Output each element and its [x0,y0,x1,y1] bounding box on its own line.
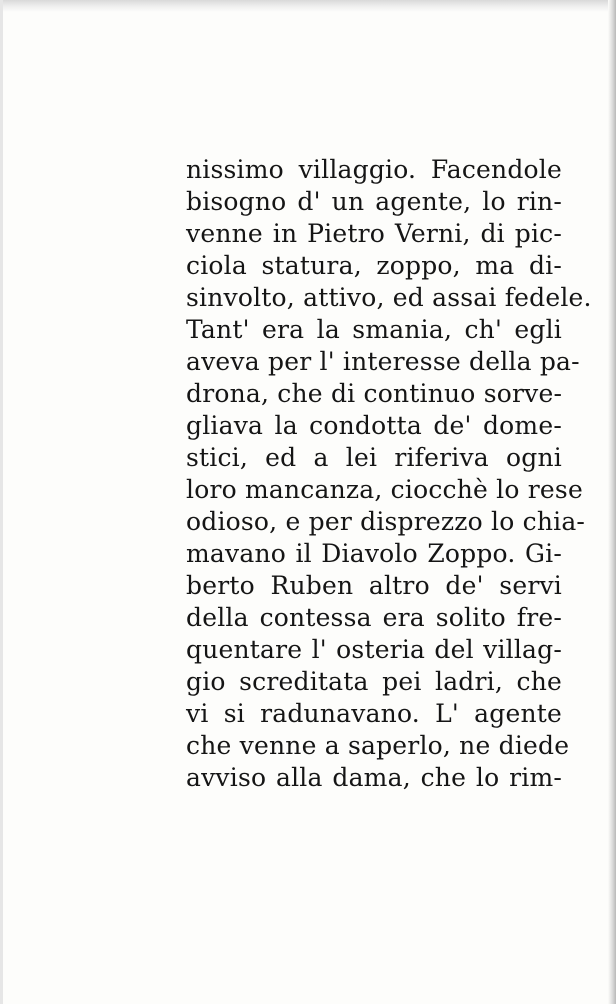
text-line: drona, che di continuo sorve- [186,379,563,408]
text-line: aveva per l' interesse della pa- [186,347,580,376]
text-line: mavano il Diavolo Zoppo. Gi- [186,539,562,568]
text-line: berto Ruben altro de' servi [186,571,562,600]
page-top-edge [0,0,616,12]
text-line: che venne a saperlo, ne diede [186,731,570,760]
text-line: nissimo villaggio. Facendole [186,155,562,184]
page-right-edge [608,0,616,1004]
text-line: ciola statura, zoppo, ma di- [186,251,562,280]
page-left-edge [0,0,3,1004]
text-line: odioso, e per disprezzo lo chia- [186,507,586,536]
text-line: Tant' era la smania, ch' egli [186,315,562,344]
text-line: bisogno d' un agente, lo rin- [186,187,562,216]
body-text [186,154,592,794]
text-line: venne in Pietro Verni, di pic- [186,219,562,248]
text-line: sinvolto, attivo, ed assai fedele. [186,283,592,312]
text-line: quentare l' osteria del villag- [186,635,562,664]
text-line: loro mancanza, ciocchè lo rese [186,475,583,504]
text-line: della contessa era solito fre- [186,603,562,632]
text-line: gio screditata pei ladri, che [186,667,562,696]
text-line: gliava la condotta de' dome- [186,411,562,440]
text-line: avviso alla dama, che lo rim- [186,763,562,792]
text-line: vi si radunavano. L' agente [186,699,562,728]
text-line: stici, ed a lei riferiva ogni [186,443,562,472]
